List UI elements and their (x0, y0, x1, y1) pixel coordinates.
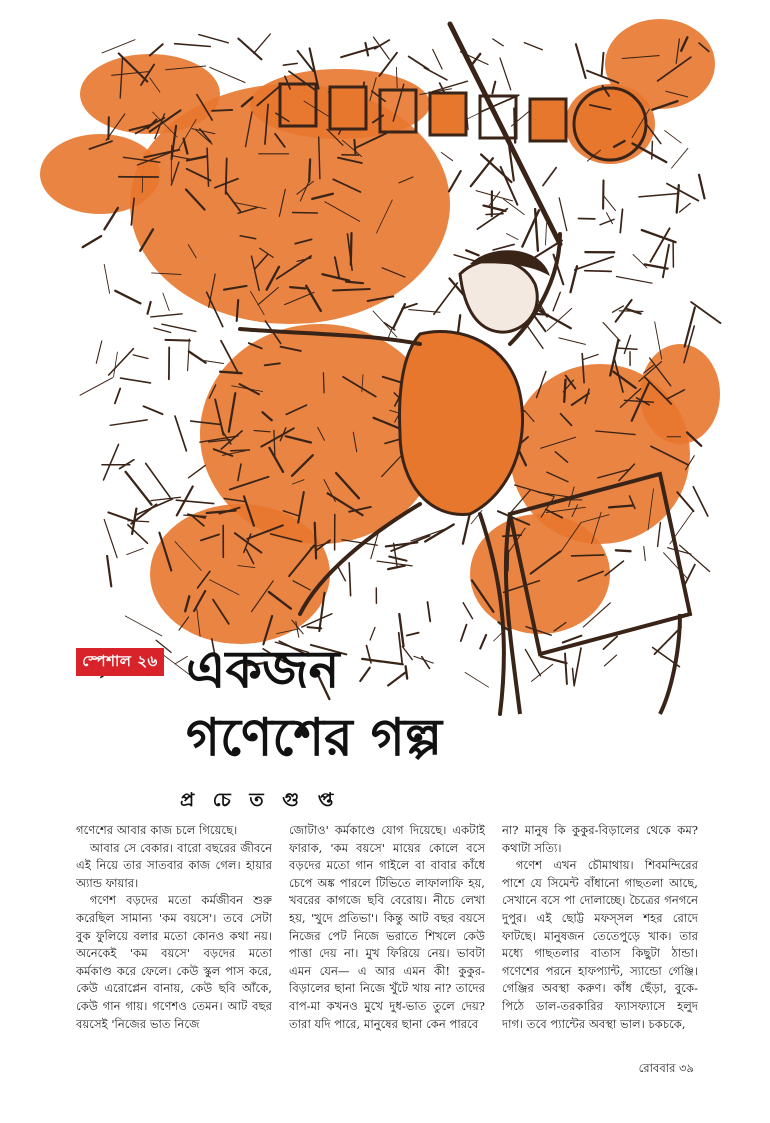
sketch-stroke (489, 192, 500, 206)
text-column-1 (76, 822, 272, 1042)
sketch-stroke (573, 668, 574, 683)
sketch-stroke (237, 300, 239, 321)
sketch-stroke (667, 184, 698, 201)
sketch-stroke (425, 525, 454, 542)
sketch-stroke (109, 349, 134, 375)
sketch-stroke (115, 291, 140, 304)
sketch-stroke (226, 158, 227, 193)
sketch-stroke (624, 335, 630, 353)
orange-splash (150, 504, 330, 644)
sketch-stroke (189, 352, 206, 363)
sketch-stroke (677, 492, 693, 511)
sketch-stroke (559, 338, 586, 345)
sketch-stroke (433, 49, 442, 69)
sketch-stroke (83, 236, 101, 247)
sketch-stroke (205, 361, 224, 364)
sketch-stroke (126, 472, 152, 505)
orange-splash (640, 344, 720, 444)
sketch-stroke (574, 648, 581, 686)
sketch-stroke (128, 525, 147, 543)
sketch-stroke (441, 153, 452, 161)
sketch-stroke (151, 314, 182, 317)
sketch-stroke (189, 465, 206, 477)
orange-splash (470, 514, 610, 634)
sketch-stroke (96, 341, 102, 363)
sketch-stroke (449, 171, 461, 191)
sketch-stroke (619, 311, 643, 312)
paragraph: গণেশ এখন চৌমাথায়। শিবমন্দিরের পাশে যে সিমেন্ট বাঁধানো গাছতলা আছে, সেখানে বসে পা দোলাচ্ছে। চৈত্রের গনগনে দুপুর। এই ছোট্ট মফস্সল শহর রোদে ফাটছে। মানুষজন তেতেপুড়ে খাক। তার মধ্যে গাছতলার বাতাস কিছুটা ঠান্ডা। গণেশের পরনে হাফপ্যান্ট, স্যান্ডো গেঞ্জি। গেঞ্জির অবস্থা করুণ। কাঁধ ছেঁড়া, বুকে-পিঠে ডাল-তরকারির ফ্যাসফ্যাসে হলুদ দাগ। তবে প্যান্টের অবস্থা ভাল। চকচকে, (502, 858, 698, 1031)
sketch-stroke (104, 519, 117, 557)
sketch-stroke (501, 167, 518, 205)
sketch-stroke (107, 556, 111, 586)
sketch-stroke (163, 293, 169, 311)
sketch-stroke (553, 292, 560, 311)
sketch-stroke (104, 264, 109, 293)
sketch-stroke (142, 176, 143, 193)
sketch-stroke (508, 550, 509, 571)
sketch-stroke (108, 512, 133, 521)
sketch-stroke (349, 563, 350, 596)
sketch-stroke (393, 304, 405, 328)
sketch-stroke (254, 34, 271, 53)
sketch-stroke (162, 324, 196, 331)
sketch-stroke (148, 302, 151, 314)
sketch-stroke (337, 565, 345, 580)
sketch-stroke (603, 323, 620, 342)
sketch-stroke (633, 255, 647, 268)
sketch-stroke (564, 380, 565, 402)
sketch-stroke (603, 195, 615, 211)
sketch-stroke (493, 39, 504, 46)
boy-head (460, 260, 537, 332)
paragraph: গণেশের আবার কাজ চলে গিয়েছে। (76, 823, 238, 837)
sketch-stroke (665, 131, 682, 144)
sketch-stroke (565, 654, 567, 685)
sketch-stroke (663, 245, 669, 277)
sketch-stroke (424, 68, 447, 80)
sketch-stroke (575, 257, 613, 270)
sketch-stroke (212, 110, 232, 111)
sketch-stroke (618, 348, 637, 349)
sketch-stroke (504, 199, 525, 214)
sketch-stroke (115, 389, 120, 404)
sketch-stroke (652, 141, 653, 159)
sketch-stroke (465, 672, 489, 687)
sketch-stroke (484, 206, 506, 212)
boy-shirt (400, 332, 523, 515)
paragraph: আবার সে বেকার। বারো বছরের জীবনে এই নিয়ে তার সাতবার কাজ গেল। হায়ার অ্যান্ড ফায়ার। (76, 840, 272, 890)
sketch-stroke (463, 513, 470, 544)
sketch-stroke (466, 250, 478, 255)
sketch-stroke (463, 603, 472, 619)
sketch-stroke (386, 542, 418, 546)
sketch-stroke (188, 339, 190, 371)
sketch-stroke (672, 148, 688, 168)
sketch-stroke (114, 352, 118, 377)
sketch-stroke (602, 53, 604, 76)
sketch-stroke (309, 159, 310, 181)
sketch-stroke (121, 378, 151, 383)
sketch-stroke (493, 244, 514, 250)
paragraph: না? মানুষ কি কুকুর-বিড়ালের থেকে কম? কথাটা সত্যি। (502, 823, 698, 855)
sketch-stroke (293, 213, 318, 214)
sketch-stroke (351, 233, 352, 265)
sketch-stroke (668, 548, 692, 555)
sketch-stroke (146, 463, 170, 497)
sketch-stroke (341, 47, 377, 58)
sketch-stroke (585, 271, 611, 272)
paragraph: জোটাও' কর্মকাণ্ডে যোগ দিয়েছে। একটাই ফারাক, 'কম বয়সে' মায়ের কোলে বসে বড়দের মতো গান গাইলে বা বাবার কাঁধে চেপে অঙ্ক পারলে টিভিতে লাফালাফি হয়, খবরের কাগজে ছবি বেরোয়। নীচে লেখা হয়, 'খুদে প্রতিভা'। কিন্তু আট বছর বয়সে নিজের পেট নিজে ভরাতে শিখলে কেউ পাত্তা দেয় না। মুখ ফিরিয়ে নেয়। ভাবটা এমন যেন— এ আর এমন কী! কুকুর-বিড়ালের ছানা নিজে খুঁটে খায় না? তাদের বাপ-মা কখনও মুখে দুধ-ভাত তুলে দেয়? তারা যদি পারে, মানুষের ছানা কেন পারবে (289, 823, 485, 1031)
bunting-flag (330, 87, 366, 129)
sketch-stroke (150, 44, 163, 55)
sketch-stroke (541, 657, 567, 664)
sketch-stroke (323, 373, 324, 393)
sketch-stroke (572, 555, 604, 556)
sketch-stroke (127, 548, 143, 554)
story-title (186, 636, 442, 772)
sketch-stroke (524, 43, 542, 50)
sketch-stroke (500, 58, 511, 90)
sketch-stroke (373, 311, 397, 337)
paragraph: গণেশ বড়দের মতো কর্মজীবন শুরু করেছিল সামান্য 'কম বয়সে'। তবে সেটা বুক ফুলিয়ে বলার মতো কোনও কথা নয়। অনেকেই 'কম বয়সে' বড়দের মতো কর্মকাণ্ড করে ফেলে। কেউ স্কুল পাস করে, কেউ এরোপ্লেন বানায়, কেউ ছবি আঁকে, কেউ গান গায়। গণেশও তেমন। আট বছর বয়সেই 'নিজের ভাত নিজে (76, 893, 272, 1031)
sketch-stroke (559, 198, 567, 231)
sketch-stroke (104, 444, 119, 480)
sketch-stroke (563, 636, 582, 643)
sketch-stroke (664, 553, 688, 579)
sketch-stroke (543, 168, 556, 186)
sketch-stroke (379, 53, 397, 76)
text-column-2 (289, 822, 485, 1042)
sketch-stroke (154, 328, 171, 333)
sketch-stroke (693, 487, 708, 516)
sketch-stroke (102, 40, 135, 53)
sketch-stroke (644, 547, 646, 561)
sketch-stroke (110, 420, 147, 425)
title-line-1: একজন (186, 640, 340, 700)
sketch-stroke (492, 82, 495, 94)
sketch-stroke (432, 81, 467, 91)
sketch-stroke (290, 287, 305, 288)
author-byline: প্র চে ত গু প্ত (180, 789, 340, 811)
sketch-stroke (125, 616, 162, 636)
sketch-stroke (354, 140, 355, 154)
sketch-stroke (691, 302, 720, 323)
orange-splash (80, 54, 220, 134)
sketch-stroke (175, 416, 186, 451)
sketch-stroke (80, 378, 113, 396)
sketch-stroke (480, 635, 486, 649)
sketch-stroke (175, 44, 211, 47)
sketch-stroke (684, 565, 695, 587)
sketch-stroke (658, 522, 661, 546)
section-badge: স্পেশাল ২৬ (76, 648, 164, 676)
sketch-stroke (642, 230, 676, 242)
sketch-stroke (389, 557, 406, 561)
sketch-stroke (365, 43, 368, 56)
sketch-stroke (616, 277, 652, 284)
story-body (76, 822, 698, 1042)
story-illustration (40, 14, 740, 734)
sketch-stroke (409, 57, 429, 70)
bunting-flag (530, 99, 566, 141)
sketch-stroke (507, 234, 519, 240)
text-column-3 (502, 822, 698, 1042)
sketch-stroke (283, 63, 297, 65)
sketch-stroke (133, 355, 148, 359)
sketch-stroke (231, 450, 250, 451)
page-footer: রোববার ৩৯ (638, 1061, 694, 1075)
sketch-stroke (176, 500, 213, 503)
sketch-stroke (616, 550, 631, 551)
sketch-stroke (144, 406, 163, 414)
sketch-stroke (680, 203, 691, 212)
bunting-flag (430, 93, 466, 135)
sketch-stroke (434, 283, 457, 314)
sketch-stroke (315, 523, 316, 559)
sketch-stroke (620, 209, 622, 232)
sketch-stroke (546, 223, 547, 245)
sketch-stroke (165, 340, 190, 341)
title-line-2: গণেশের গল্প (186, 708, 442, 768)
sketch-stroke (576, 44, 586, 78)
sketch-stroke (377, 561, 412, 566)
sketch-stroke (604, 655, 616, 666)
sketch-stroke (639, 194, 679, 197)
sketch-stroke (680, 545, 710, 571)
sketch-stroke (583, 354, 598, 359)
sketch-stroke (699, 175, 705, 199)
sketch-stroke (428, 602, 431, 621)
sketch-stroke (199, 35, 229, 43)
sketch-stroke (461, 625, 467, 641)
